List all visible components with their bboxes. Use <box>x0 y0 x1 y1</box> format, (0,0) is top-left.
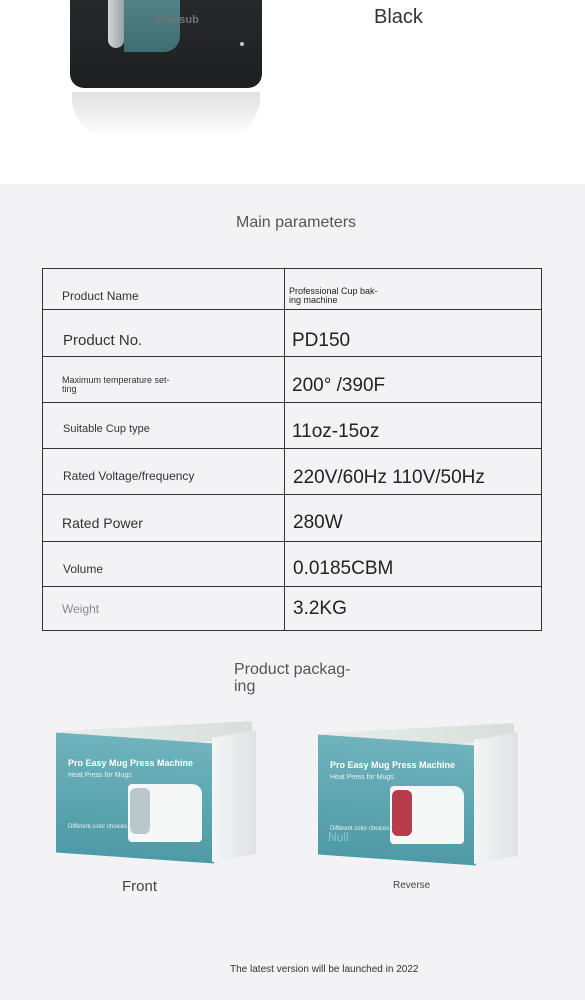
box-subheading: Heat Press for Mugs <box>330 774 394 781</box>
box-side-face <box>212 730 256 862</box>
packaging-box-reverse <box>318 734 518 862</box>
machine-teal-panel <box>124 0 180 52</box>
box-heading: Pro Easy Mug Press Machine <box>330 760 456 770</box>
param-name: Product Name <box>62 289 139 303</box>
param-name-cell <box>43 495 285 541</box>
box-cup-image <box>392 790 412 836</box>
param-name: Rated Power <box>62 515 143 531</box>
param-name: Weight <box>62 602 100 616</box>
box-caption-reverse: Reverse <box>393 880 431 891</box>
box-side-face <box>474 732 518 864</box>
param-name: Rated Voltage/frequency <box>63 469 195 483</box>
footer-note: The latest version will be launched in 2022 <box>230 964 419 975</box>
table-row <box>43 403 541 449</box>
param-value: 3.2KG <box>293 598 347 619</box>
table-row <box>43 269 541 310</box>
param-value-cell <box>285 449 541 494</box>
param-value-cell <box>285 587 541 630</box>
param-name: Product No. <box>63 332 143 349</box>
param-value: 280W <box>293 512 343 533</box>
box-cup-image <box>130 788 150 834</box>
machine-brand-logo: Freesub <box>156 14 199 26</box>
packaging-title-line: ing <box>234 678 256 695</box>
param-name: Volume <box>63 562 104 576</box>
table-row <box>43 542 541 587</box>
parameters-table <box>42 268 542 631</box>
table-row <box>43 310 541 357</box>
param-name-cell <box>43 269 285 309</box>
param-value: 0.0185CBM <box>293 558 394 579</box>
mug-press-machine-image <box>70 0 262 88</box>
param-value-cell <box>285 357 541 402</box>
param-value-cell <box>285 403 541 448</box>
param-name-cell <box>43 449 285 494</box>
param-value: 11oz-15oz <box>292 421 380 442</box>
param-name: Suitable Cup type <box>63 423 150 435</box>
box-caption-front: Front <box>122 878 158 895</box>
param-name-cell <box>43 310 285 356</box>
box-null-text: Null <box>328 830 349 844</box>
packaging-title-line: Product packag- <box>234 661 351 678</box>
packaging-box-front <box>56 732 256 860</box>
machine-reflection <box>72 92 260 138</box>
table-row <box>43 449 541 495</box>
param-name-cell <box>43 403 285 448</box>
hero-section <box>0 0 585 184</box>
param-value-cell <box>285 542 541 586</box>
param-value-cell <box>285 269 541 309</box>
box-heading: Pro Easy Mug Press Machine <box>68 758 194 768</box>
param-name: Maximum temperature set- <box>62 375 170 385</box>
packaging-title <box>234 661 364 695</box>
param-name: ting <box>62 384 77 394</box>
box-note: Different color choices <box>68 824 128 830</box>
param-value: 220V/60Hz 110V/50Hz <box>293 467 485 488</box>
machine-handle <box>108 0 124 48</box>
param-value-cell <box>285 310 541 356</box>
table-row <box>43 587 541 630</box>
param-value: PD150 <box>292 330 351 351</box>
param-value: ing machine <box>289 295 338 305</box>
box-subheading: Heat Press for Mugs <box>68 772 132 779</box>
param-name-cell <box>43 542 285 586</box>
color-label: Black <box>374 6 423 28</box>
table-row <box>43 357 541 403</box>
param-name-cell <box>43 587 285 630</box>
param-value-cell <box>285 495 541 541</box>
parameters-title: Main parameters <box>236 214 357 231</box>
param-value: Professional Cup bak- <box>289 286 378 296</box>
box-note: Different color choices <box>330 826 390 832</box>
table-row <box>43 495 541 542</box>
machine-indicator-light <box>240 42 244 46</box>
param-name-cell <box>43 357 285 402</box>
param-value: 200° /390F <box>292 375 386 396</box>
